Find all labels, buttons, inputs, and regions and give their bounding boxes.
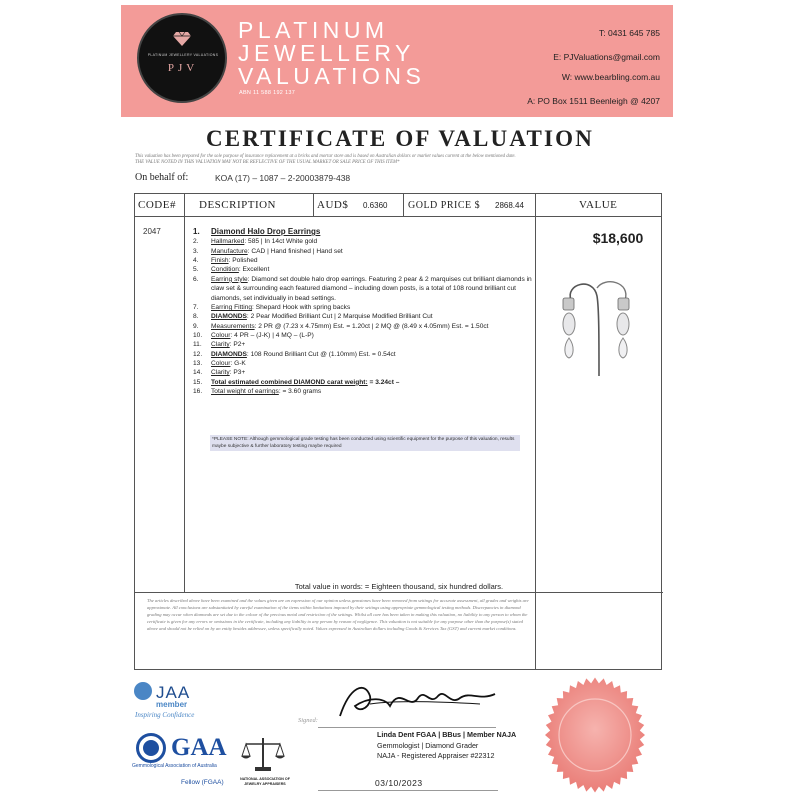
description-item bbox=[193, 226, 533, 237]
description-item bbox=[193, 368, 533, 377]
certificate-date: 03/10/2023 bbox=[375, 778, 423, 788]
description-item bbox=[193, 331, 533, 340]
item-label: Hallmarked bbox=[211, 238, 245, 246]
item-text bbox=[211, 247, 533, 256]
item-detail: : P2+ bbox=[229, 341, 246, 349]
item-detail: : 108 Round Brilliant Cut @ (1.10mm) Est. = 0.54ct bbox=[246, 350, 396, 358]
description-item bbox=[193, 256, 533, 265]
item-detail: : CAD | Hand finished | Hand set bbox=[247, 247, 343, 255]
divider bbox=[135, 592, 663, 593]
column-divider bbox=[535, 194, 536, 670]
item-text bbox=[211, 350, 533, 359]
contact-phone: T: 0431 645 785 bbox=[599, 28, 660, 38]
description-item bbox=[193, 359, 533, 368]
item-detail: : 2 Pear Modified Brilliant Cut | 2 Marquise Modified Brilliant Cut bbox=[246, 313, 433, 321]
description-item bbox=[193, 237, 533, 246]
item-label: Colour bbox=[211, 360, 231, 368]
item-detail: : G-K bbox=[230, 360, 246, 368]
item-number: 6. bbox=[193, 275, 199, 283]
scale-icon bbox=[238, 736, 288, 772]
aud-value: 0.6360 bbox=[363, 201, 388, 210]
item-text bbox=[211, 322, 533, 331]
brand-line-1: PLATINUM bbox=[238, 17, 389, 43]
behalf-value: KOA (17) – 1087 – 2-20003879-438 bbox=[215, 173, 351, 183]
item-number: 7. bbox=[193, 303, 199, 311]
signer-name: Linda Dent FGAA | BBus | Member NAJA bbox=[377, 730, 517, 739]
item-number: 14. bbox=[193, 369, 203, 377]
contact-address: A: PO Box 1511 Beenleigh @ 4207 bbox=[527, 96, 660, 106]
gaa-subtitle: Gemmological Association of Australia bbox=[132, 763, 217, 769]
behalf-label: On behalf of: bbox=[135, 172, 189, 183]
item-text bbox=[211, 275, 533, 303]
item-text bbox=[211, 387, 533, 396]
signature bbox=[330, 676, 500, 721]
item-detail: : Shepard Hook with spring backs bbox=[252, 303, 351, 311]
column-divider bbox=[403, 194, 404, 217]
item-text bbox=[211, 359, 533, 368]
item-detail: : 2 PR @ (7.23 x 4.75mm) Est. = 1.20ct | 2 MQ @ (8.49 x 4.05mm) Est. = 1.50ct bbox=[254, 322, 489, 330]
code-header: CODE# bbox=[138, 199, 176, 211]
item-number: 8. bbox=[193, 313, 199, 321]
item-number: 2. bbox=[193, 238, 199, 246]
valuation-table bbox=[134, 193, 662, 670]
item-detail: : Polished bbox=[228, 257, 258, 265]
item-detail: : Diamond set double halo drop earrings. Featuring 2 pear & 2 marquises cut brilliant diamonds in claw set & surrounding each featured diamond – including down posts, is a total of 108 round brilliant cut diamonds, set individually in bead settings. bbox=[211, 275, 532, 302]
description-item bbox=[193, 322, 533, 331]
gaa-logo-inner bbox=[143, 740, 159, 756]
signature-line bbox=[318, 727, 496, 728]
signed-label: Signed: bbox=[298, 717, 318, 724]
intro-text bbox=[135, 154, 665, 167]
item-number: 4. bbox=[193, 257, 199, 265]
jaa-tagline: Inspiring Confidence bbox=[135, 711, 195, 719]
item-label: Earring Fitting bbox=[211, 303, 253, 311]
item-detail: : = 3.60 grams bbox=[278, 388, 322, 396]
intro-line-2: THE VALUE NOTED IN THIS VALUATION MAY NOT BE REFLECTIVE OF THE USUAL MARKET OR SALE PRICE OF THIS ITEM* bbox=[135, 160, 400, 166]
item-text bbox=[211, 226, 533, 237]
item-label: Earring style bbox=[211, 275, 248, 283]
diamond-icon bbox=[173, 32, 191, 46]
item-number: 5. bbox=[193, 266, 199, 274]
jaa-logo-icon bbox=[134, 682, 152, 700]
item-number: 10. bbox=[193, 331, 203, 339]
item-text bbox=[211, 265, 533, 274]
item-text bbox=[211, 303, 533, 312]
signer-title: Gemmologist | Diamond Grader bbox=[377, 741, 479, 750]
item-detail: : P3+ bbox=[229, 369, 246, 377]
item-number: 11. bbox=[193, 341, 202, 349]
item-text bbox=[211, 312, 533, 321]
description-item bbox=[193, 387, 533, 396]
lab-testing-note: *PLEASE NOTE: Although gemmological grade testing has been conducted using scientific equipment for the purpose of this valuation, results maybe subjective & further laboratory testing maybe required bbox=[210, 435, 520, 451]
gold-price-label: GOLD PRICE $ bbox=[408, 200, 481, 211]
brand-line-2: JEWELLERY bbox=[238, 40, 415, 66]
logo-small-text: PLATINUM JEWELLERY VALUATIONS bbox=[147, 53, 219, 57]
earrings-photo bbox=[553, 278, 639, 378]
item-text bbox=[211, 256, 533, 265]
description-header: DESCRIPTION bbox=[199, 199, 277, 211]
date-line bbox=[318, 790, 498, 791]
value-header: VALUE bbox=[579, 199, 618, 211]
item-label: Manufacture bbox=[211, 247, 248, 255]
column-divider bbox=[184, 194, 185, 592]
item-label: DIAMONDS bbox=[211, 313, 247, 321]
company-logo bbox=[137, 13, 227, 103]
item-text bbox=[211, 331, 533, 340]
item-label: Diamond Halo Drop Earrings bbox=[211, 227, 321, 236]
item-number: 13. bbox=[193, 360, 203, 368]
item-text bbox=[211, 237, 533, 246]
contact-email[interactable]: E: PJValuations@gmail.com bbox=[553, 52, 660, 62]
page-title: CERTIFICATE OF VALUATION bbox=[205, 126, 595, 151]
aud-label: AUD$ bbox=[317, 199, 349, 211]
description-item bbox=[193, 303, 533, 312]
item-detail: = 3.24ct – bbox=[367, 378, 400, 386]
item-text bbox=[211, 368, 533, 377]
logo-monogram: PJV bbox=[167, 62, 199, 74]
item-label: Clarity bbox=[211, 369, 230, 377]
item-code: 2047 bbox=[143, 227, 161, 236]
gaa-fellow: Fellow (FGAA) bbox=[181, 779, 224, 786]
gold-price-value: 2868.44 bbox=[495, 201, 524, 210]
item-text bbox=[211, 378, 533, 387]
seal-stamp bbox=[543, 673, 647, 797]
signer-registration: NAJA - Registered Appraiser #22312 bbox=[377, 751, 495, 760]
item-label: Finish bbox=[211, 257, 229, 265]
item-label: Measurements bbox=[211, 322, 255, 330]
item-label: Condition bbox=[211, 266, 239, 274]
item-number: 12. bbox=[193, 350, 203, 358]
naja-logo-text: NATIONAL ASSOCIATION OF JEWELRY APPRAISERS bbox=[240, 777, 290, 786]
item-label: Total estimated combined DIAMOND carat weight: bbox=[211, 378, 368, 386]
description-item bbox=[193, 378, 533, 387]
description-item bbox=[193, 265, 533, 274]
item-label: DIAMONDS bbox=[211, 350, 247, 358]
brand-line-3: VALUATIONS bbox=[238, 63, 426, 89]
item-number: 9. bbox=[193, 322, 199, 330]
column-divider bbox=[313, 194, 314, 217]
item-label: Total weight of earrings bbox=[211, 388, 279, 396]
item-number: 1. bbox=[193, 227, 200, 236]
intro-line-1: This valuation has been prepared for the sole purpose of insurance replacement at a bricks and mortar store and is based on Australian dollars or market values current at the below mentioned date. bbox=[135, 154, 516, 159]
description-item bbox=[193, 247, 533, 256]
abn-number: ABN 11 588 192 137 bbox=[239, 90, 296, 96]
item-detail: : 4 PR – (J-K) | 4 MQ – (L-P) bbox=[230, 331, 314, 339]
description-list bbox=[193, 226, 533, 396]
item-value: $18,600 bbox=[592, 230, 644, 246]
item-text bbox=[211, 340, 533, 349]
item-number: 3. bbox=[193, 247, 199, 255]
item-number: 15. bbox=[193, 378, 203, 386]
description-item bbox=[193, 340, 533, 349]
item-detail: : 585 | In 14ct White gold bbox=[244, 238, 318, 246]
description-item bbox=[193, 275, 533, 303]
description-item bbox=[193, 312, 533, 321]
item-number: 16. bbox=[193, 388, 203, 396]
jaa-logo-text: JAA bbox=[156, 683, 191, 702]
jaa-member-text: member bbox=[156, 700, 188, 709]
item-label: Clarity bbox=[211, 341, 230, 349]
gaa-logo-text: GAA bbox=[171, 734, 227, 761]
item-detail: : Excellent bbox=[238, 266, 270, 274]
disclaimer-text: The articles described above have been examined and the values given are an expression of our opinion unless gemstones have been removed from settings for accurate assessment, all grades and weights are approximate. All conclusions are substantiated by careful examination of the items within limitations imposed by their settings using appropriate gemmological testing methods. Discrepancies in diamond grading may occur when diamonds are set due to the colour of the precious metal and restriction of the settings. Whilst all care has been taken in making this valuation, no liability to any person to whom the certificate is given for any errors or omissions in the certificate, including any liability to any person by reason of negligence. This valuation is not suitable for any purpose other than the purpose(s) stated above and should not be relied on by an entity besides addressee, unless specifically noted. Values expressed in Australian dollars including Goods & Services Tax (GST) and current market conditions. bbox=[147, 598, 529, 631]
description-item bbox=[193, 350, 533, 359]
total-value-words: Total value in words: = Eighteen thousand, six hundred dollars. bbox=[294, 582, 504, 591]
contact-website[interactable]: W: www.bearbling.com.au bbox=[561, 72, 660, 82]
item-label: Colour bbox=[211, 331, 231, 339]
